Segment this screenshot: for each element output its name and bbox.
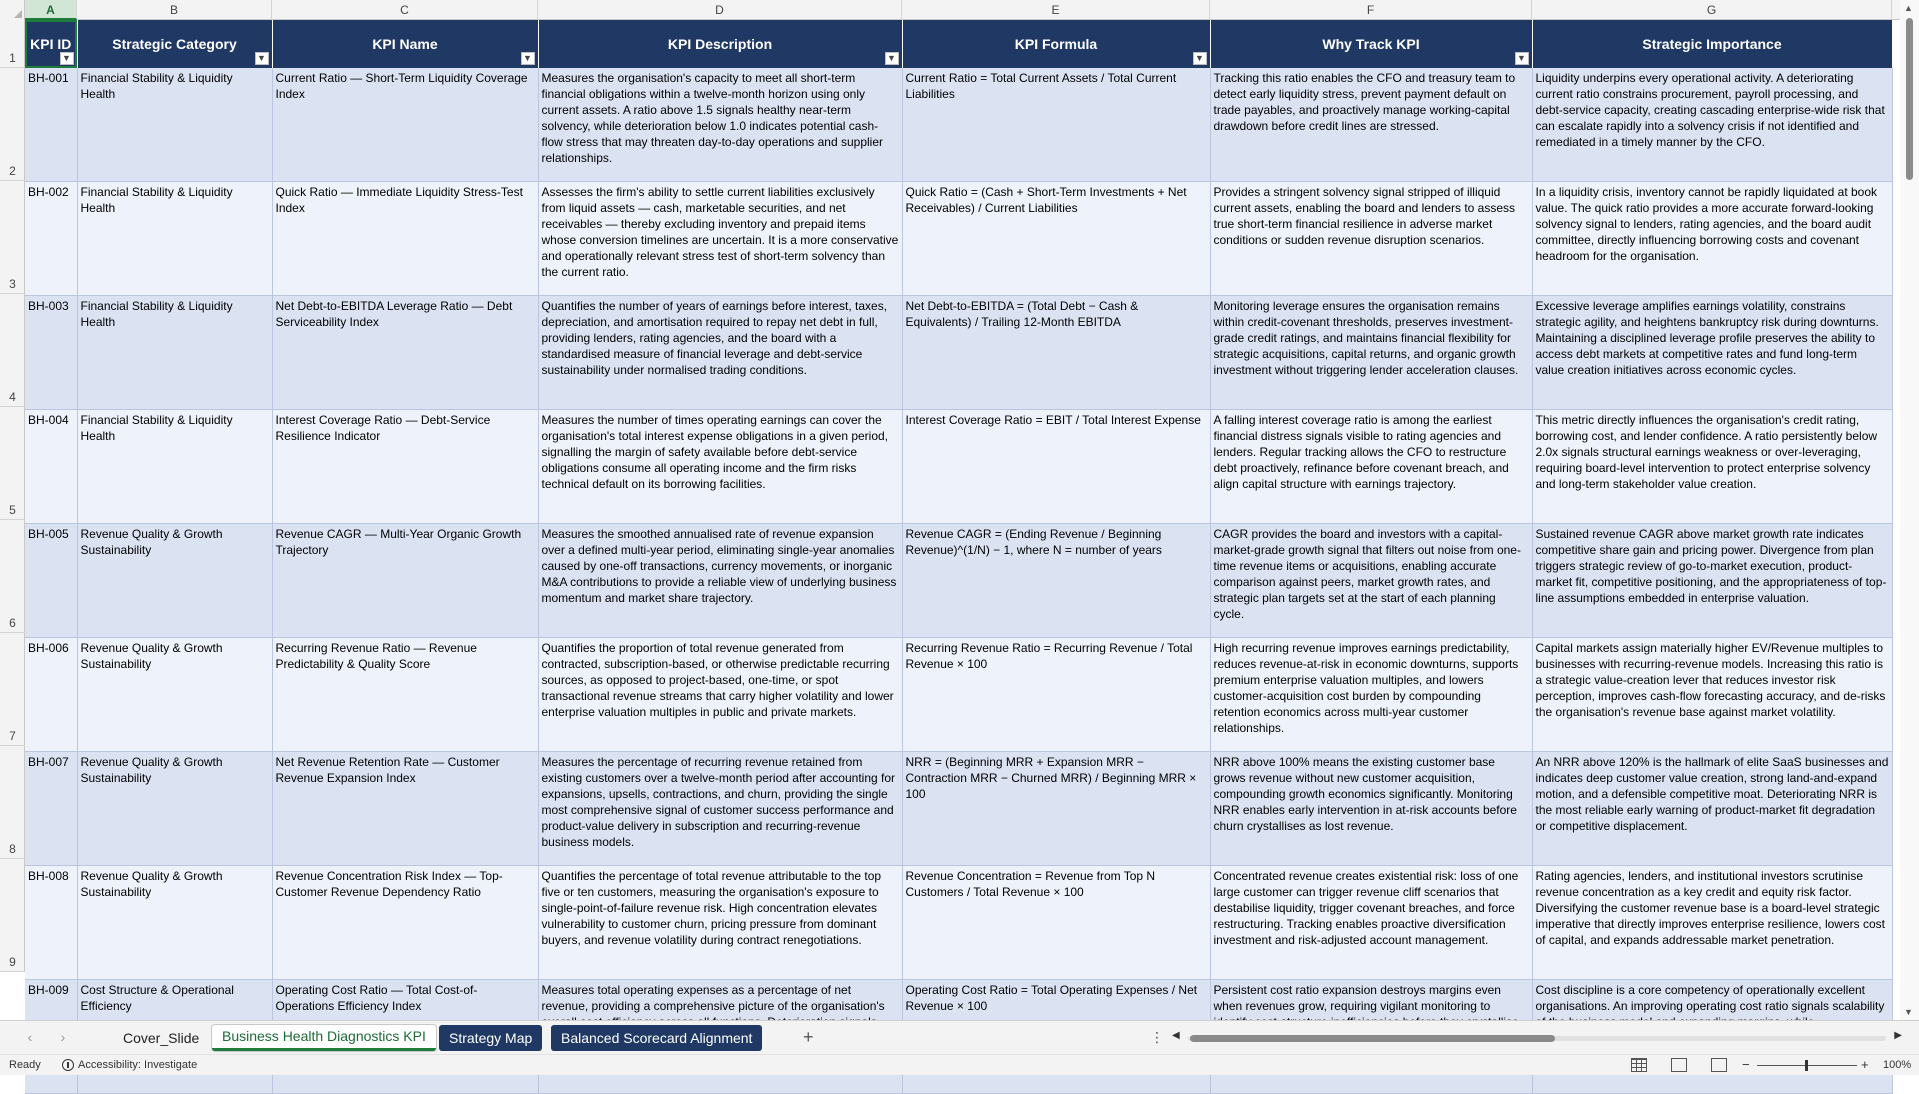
scroll-up-arrow-icon[interactable]: ▲	[1904, 3, 1913, 13]
header-kpi-name[interactable]: KPI Name ▼	[272, 20, 538, 68]
cell-description[interactable]: Measures total operating expenses as a percentage of net revenue, providing a comprehensive picture of the organisation's	[538, 980, 902, 1094]
header-kpi-id[interactable]: KPI ID ▼	[25, 20, 77, 68]
kpi-table	[25, 20, 1893, 1094]
row-number[interactable]: 7	[0, 633, 25, 746]
filter-dropdown-icon[interactable]: ▼	[1193, 52, 1207, 65]
tab-strategy-map[interactable]: Strategy Map	[439, 1025, 542, 1051]
header-strategic-category[interactable]: Strategic Category ▼	[77, 20, 272, 68]
add-sheet-button[interactable]: +	[803, 1027, 814, 1047]
cell-description[interactable]: Measures the smoothed annualised rate of revenue expansion over a defined multi-year period, eliminating single-year anomalies caused by one-off transactions, currency movements, or inorganic M&A contributions to provide a reliable view of underlying business momentum and market share trajectory.	[538, 524, 902, 638]
normal-view-icon[interactable]	[1631, 1058, 1647, 1072]
cell-kpi-name[interactable]: Current Ratio — Short-Term Liquidity Coverage Index	[272, 68, 538, 182]
cell-importance[interactable]: Sustained revenue CAGR above market growth rate indicates competitive share gain and pricing power. Divergence from plan triggers strategic review of go-to-market execution, product-market fit, competitive positioning, and the appropriateness of top-line assumptions embedded in enterprise valuation.	[1532, 524, 1892, 638]
status-ready-text: Ready	[9, 1059, 41, 1071]
filter-dropdown-icon[interactable]: ▼	[1515, 52, 1529, 65]
cell-kpi-id[interactable]: BH-008	[25, 866, 77, 980]
cell-description[interactable]: Quantifies the proportion of total revenue generated from contracted, subscription-based, or otherwise predictable recurring sources, as opposed to project-based, one-time, or spot transactional revenue streams that carry higher volatility and lower enterprise valuation multiples in public and private markets.	[538, 638, 902, 752]
cell-kpi-id[interactable]: BH-004	[25, 410, 77, 524]
header-kpi-description[interactable]: KPI Description ▼	[538, 20, 902, 68]
filter-dropdown-icon[interactable]: ▼	[521, 52, 535, 65]
tab-cover-slide[interactable]: Cover_Slide	[123, 1030, 200, 1046]
cell-why-track[interactable]: Monitoring leverage ensures the organisation remains within credit-covenant thresholds, preserves investment-grade credit ratings, and maintains financial flexibility for strategic acquisitions, capital returns, and organic growth investment without triggering lender acceleration clauses.	[1210, 296, 1532, 410]
table-row	[25, 296, 1892, 410]
cell-why-track[interactable]: A falling interest coverage ratio is among the earliest financial distress signals visible to rating agencies and lenders. Regular tracking allows the CFO to restructure debt proactively, refinance before covenant breach, and align capital structure with earnings trajectory.	[1210, 410, 1532, 524]
cell-description[interactable]: Measures the organisation's capacity to meet all short-term financial obligations within a twelve-month horizon using only current assets. A ratio above 1.5 signals healthy near-term solvency, while deterioration below 1.0 indicates potential cash-flow stress that may threaten day-to-day operations and supplier relationships.	[538, 68, 902, 182]
cell-formula[interactable]: Quick Ratio = (Cash + Short-Term Investments + Net Receivables) / Current Liabilities	[902, 182, 1210, 296]
cell-kpi-id[interactable]: BH-001	[25, 68, 77, 182]
cell-why-track[interactable]: Provides a stringent solvency signal stripped of illiquid current assets, enabling the board and lenders to assess true short-term financial resilience in adverse market conditions or sudden revenue disruption scenarios.	[1210, 182, 1532, 296]
row-number[interactable]: 2	[0, 68, 25, 181]
cell-kpi-name[interactable]: Operating Cost Ratio — Total Cost-of-Operations Efficiency Index	[272, 980, 538, 1094]
cell-kpi-name[interactable]: Recurring Revenue Ratio — Revenue Predictability & Quality Score	[272, 638, 538, 752]
cell-kpi-id[interactable]: BH-007	[25, 752, 77, 866]
cell-kpi-id[interactable]: BH-005	[25, 524, 77, 638]
table-row	[25, 68, 1892, 182]
scroll-left-arrow-icon[interactable]: ◀	[1172, 1030, 1180, 1041]
select-all-corner[interactable]	[0, 0, 25, 20]
filter-dropdown-icon[interactable]: ▼	[255, 52, 269, 65]
filter-dropdown-icon[interactable]: ▼	[885, 52, 899, 65]
column-letter-g[interactable]: G	[1532, 0, 1892, 20]
next-sheet-arrow-icon[interactable]: ›	[60, 1029, 66, 1045]
cell-why-track[interactable]: CAGR provides the board and investors with a capital-market-grade growth signal that filters out noise from one-time revenue items or acquisitions, enabling accurate comparison against peers, market growth rates, and strategic plan targets set at the start of each planning cycle.	[1210, 524, 1532, 638]
cell-why-track[interactable]: NRR above 100% means the existing customer base grows revenue without new customer acquisition, compounding growth economics significantly. Monitoring NRR enables early intervention in at-risk accounts before churn crystallises as lost revenue.	[1210, 752, 1532, 866]
previous-sheet-arrow-icon[interactable]: ‹	[27, 1029, 33, 1045]
tab-business-health-diagnostics[interactable]: Business Health Diagnostics KPI	[212, 1025, 436, 1051]
zoom-slider-thumb[interactable]	[1805, 1060, 1808, 1071]
cell-formula[interactable]: Interest Coverage Ratio = EBIT / Total Interest Expense	[902, 410, 1210, 524]
cell-why-track[interactable]: Tracking this ratio enables the CFO and treasury team to detect early liquidity stress, prevent payment default on trade payables, and proactively manage working-capital drawdown before credit lines are stressed.	[1210, 68, 1532, 182]
cell-description[interactable]: Quantifies the percentage of total revenue attributable to the top five or ten customers, measuring the organisation's exposure to single-point-of-failure revenue risk. High concentration elevates vulnerability to customer churn, pricing pressure from dominant buyers, and revenue volatility during contract renegotiations.	[538, 866, 902, 980]
page-break-preview-icon[interactable]	[1711, 1058, 1727, 1072]
cell-kpi-name[interactable]: Revenue Concentration Risk Index — Top-Customer Revenue Dependency Ratio	[272, 866, 538, 980]
cell-kpi-name[interactable]: Net Debt-to-EBITDA Leverage Ratio — Debt Serviceability Index	[272, 296, 538, 410]
sheet-tab-bar	[0, 1020, 1919, 1054]
cell-category[interactable]: Revenue Quality & Growth Sustainability	[77, 638, 272, 752]
header-kpi-formula[interactable]: KPI Formula ▼	[902, 20, 1210, 68]
row-number[interactable]: 8	[0, 746, 25, 859]
table-row	[25, 182, 1892, 296]
cell-formula[interactable]: Revenue CAGR = (Ending Revenue / Beginning Revenue)^(1/N) − 1, where N = number of years	[902, 524, 1210, 638]
row-number[interactable]: 9	[0, 859, 25, 972]
cell-importance[interactable]: Excessive leverage amplifies earnings volatility, constrains strategic agility, and heightens bankruptcy risk during downturns. Maintaining a disciplined leverage profile preserves the ability to access debt markets at competitive rates and fund long-term value creation initiatives across economic cycles.	[1532, 296, 1892, 410]
accessibility-icon	[62, 1059, 74, 1071]
horizontal-scroll-thumb[interactable]	[1190, 1035, 1555, 1042]
filter-dropdown-icon[interactable]: ▼	[60, 52, 74, 65]
cell-description[interactable]: Quantifies the number of years of earnings before interest, taxes, depreciation, and amortisation required to repay net debt in full, providing lenders, rating agencies, and the board with a standardised measure of financial leverage and debt-service sustainability under normalised trading conditions.	[538, 296, 902, 410]
cell-importance[interactable]: Capital markets assign materially higher EV/Revenue multiples to businesses with recurring-revenue models. Increasing this ratio is a strategic value-creation lever that reduces investor risk perception, improves cash-flow forecasting accuracy, and de-risks the organisation's revenue base against market volatility.	[1532, 638, 1892, 752]
table-row	[25, 410, 1892, 524]
cell-description[interactable]: Assesses the firm's ability to settle current liabilities exclusively from liquid assets — cash, marketable securities, and net receivables — thereby excluding inventory and prepaid items whose conversion timelines are uncertain. It is a more conservative and operationally relevant stress test of short-term solvency than the current ratio.	[538, 182, 902, 296]
column-letter-b[interactable]: B	[77, 0, 272, 20]
row-number[interactable]: 3	[0, 181, 25, 294]
more-options-icon[interactable]: ⋮	[1150, 1029, 1164, 1045]
cell-importance[interactable]: Liquidity underpins every operational activity. A deteriorating current ratio constrains procurement, payroll processing, and debt-service capacity, creating cascading enterprise-wide risk that can escalate rapidly into a solvency crisis if not identified and remediated in a timely manner by the CFO.	[1532, 68, 1892, 182]
zoom-out-button[interactable]: −	[1742, 1057, 1750, 1072]
header-why-track-kpi[interactable]: Why Track KPI ▼	[1210, 20, 1532, 68]
accessibility-status[interactable]	[62, 1059, 197, 1071]
cell-kpi-id[interactable]: BH-002	[25, 182, 77, 296]
cell-category[interactable]: Revenue Quality & Growth Sustainability	[77, 752, 272, 866]
cell-importance[interactable]: Cost discipline is a core competency of operationally excellent organisations. An improving operating cost ratio signals scalability	[1532, 980, 1892, 1094]
cell-importance[interactable]: This metric directly influences the organisation's credit rating, borrowing cost, and lender confidence. A ratio persistently below 2.0x signals structural earnings weakness or over-leveraging, requiring board-level intervention to protect enterprise solvency and long-term stakeholder value creation.	[1532, 410, 1892, 524]
row-number-strip	[0, 20, 25, 972]
cell-importance[interactable]: In a liquidity crisis, inventory cannot be rapidly liquidated at book value. The quick ratio provides a more accurate forward-looking solvency signal to lenders, rating agencies, and the board audit committee, directly influencing borrowing costs and covenant headroom for the organisation.	[1532, 182, 1892, 296]
column-letter-e[interactable]: E	[902, 0, 1210, 20]
cell-category[interactable]: Financial Stability & Liquidity Health	[77, 182, 272, 296]
header-row	[25, 20, 1892, 68]
cell-kpi-id[interactable]: BH-003	[25, 296, 77, 410]
cell-category[interactable]: Financial Stability & Liquidity Health	[77, 68, 272, 182]
page-layout-view-icon[interactable]	[1671, 1058, 1687, 1072]
column-letter-d[interactable]: D	[538, 0, 902, 20]
cell-category[interactable]: Revenue Quality & Growth Sustainability	[77, 524, 272, 638]
cell-formula[interactable]: Recurring Revenue Ratio = Recurring Revenue / Total Revenue × 100	[902, 638, 1210, 752]
cell-category[interactable]: Revenue Quality & Growth Sustainability	[77, 866, 272, 980]
cell-formula[interactable]: Operating Cost Ratio = Total Operating Expenses / Net Revenue × 100	[902, 980, 1210, 1094]
table-row	[25, 752, 1892, 866]
cell-category[interactable]: Financial Stability & Liquidity Health	[77, 296, 272, 410]
zoom-in-button[interactable]: +	[1861, 1057, 1869, 1072]
vertical-scroll-thumb[interactable]	[1906, 18, 1913, 180]
scroll-right-arrow-icon[interactable]: ▶	[1894, 1030, 1902, 1041]
spreadsheet-grid	[25, 20, 1900, 1020]
accessibility-label: Accessibility: Investigate	[78, 1059, 198, 1071]
vertical-scrollbar[interactable]	[1900, 0, 1919, 1020]
cell-formula[interactable]: Net Debt-to-EBITDA = (Total Debt − Cash & Equivalents) / Trailing 12-Month EBITDA	[902, 296, 1210, 410]
row-number[interactable]: 1	[0, 20, 25, 68]
scroll-down-arrow-icon[interactable]: ▼	[1904, 1007, 1913, 1017]
cell-kpi-id[interactable]: BH-009	[25, 980, 77, 1094]
column-letter-f[interactable]: F	[1210, 0, 1532, 20]
cell-description[interactable]: Measures the number of times operating earnings can cover the organisation's total interest expense obligations in a given period, signalling the margin of safety available before debt-service obligations consume all operating income and the firm risks technical default on its borrowing facilities.	[538, 410, 902, 524]
cell-importance[interactable]: Rating agencies, lenders, and institutional investors scrutinise revenue concentration as a key credit and equity risk factor. Diversifying the customer revenue base is a board-level strategic imperative that directly improves enterprise resilience, lowers cost of capital, and expands addressable market penetration.	[1532, 866, 1892, 980]
table-row	[25, 638, 1892, 752]
cell-description[interactable]: Measures the percentage of recurring revenue retained from existing customers over a twelve-month period after accounting for expansions, upsells, contractions, and churn, providing the single most comprehensive signal of customer success performance and product-value delivery in subscription and recurring-revenue business models.	[538, 752, 902, 866]
cell-kpi-name[interactable]: Net Revenue Retention Rate — Customer Revenue Expansion Index	[272, 752, 538, 866]
column-letter-header-strip	[0, 0, 1900, 20]
cell-importance[interactable]: An NRR above 120% is the hallmark of elite SaaS businesses and indicates deep customer value creation, strong land-and-expand motion, and a defensible competitive moat. Deteriorating NRR is the most reliable early warning of product-market fit degradation or competitive displacement.	[1532, 752, 1892, 866]
column-letter-a[interactable]: A	[25, 0, 77, 20]
cell-category[interactable]: Financial Stability & Liquidity Health	[77, 410, 272, 524]
row-number[interactable]: 4	[0, 294, 25, 407]
cell-formula[interactable]: NRR = (Beginning MRR + Expansion MRR − Contraction MRR − Churned MRR) / Beginning MRR × 100	[902, 752, 1210, 866]
table-row	[25, 524, 1892, 638]
status-bar	[0, 1054, 1919, 1075]
cell-kpi-name[interactable]: Quick Ratio — Immediate Liquidity Stress-Test Index	[272, 182, 538, 296]
header-strategic-importance[interactable]: Strategic Importance	[1532, 20, 1892, 68]
zoom-level[interactable]: 100%	[1883, 1059, 1912, 1071]
horizontal-scrollbar[interactable]	[1172, 1031, 1902, 1045]
cell-kpi-name[interactable]: Revenue CAGR — Multi-Year Organic Growth Trajectory	[272, 524, 538, 638]
cell-category[interactable]: Cost Structure & Operational Efficiency	[77, 980, 272, 1094]
cell-formula[interactable]: Revenue Concentration = Revenue from Top N Customers / Total Revenue × 100	[902, 866, 1210, 980]
cell-formula[interactable]: Current Ratio = Total Current Assets / Total Current Liabilities	[902, 68, 1210, 182]
cell-why-track[interactable]: Persistent cost ratio expansion destroys margins even when revenues grow, requiring vigilant monitoring to	[1210, 980, 1532, 1094]
cell-kpi-name[interactable]: Interest Coverage Ratio — Debt-Service Resilience Indicator	[272, 410, 538, 524]
cell-why-track[interactable]: Concentrated revenue creates existential risk: loss of one large customer can trigger revenue cliff scenarios that destabilise liquidity, trigger covenant breaches, and force restructuring. Tracking enables proactive diversification investment and risk-adjusted account management.	[1210, 866, 1532, 980]
cell-kpi-id[interactable]: BH-006	[25, 638, 77, 752]
column-letter-c[interactable]: C	[272, 0, 538, 20]
cell-why-track[interactable]: High recurring revenue improves earnings predictability, reduces revenue-at-risk in economic downturns, supports premium enterprise valuation multiples, and lowers customer-acquisition cost burden by compounding retention economics across multi-year customer relationships.	[1210, 638, 1532, 752]
row-number[interactable]: 6	[0, 520, 25, 633]
tab-balanced-scorecard[interactable]: Balanced Scorecard Alignment	[551, 1025, 762, 1051]
table-row	[25, 866, 1892, 980]
row-number[interactable]: 5	[0, 407, 25, 520]
